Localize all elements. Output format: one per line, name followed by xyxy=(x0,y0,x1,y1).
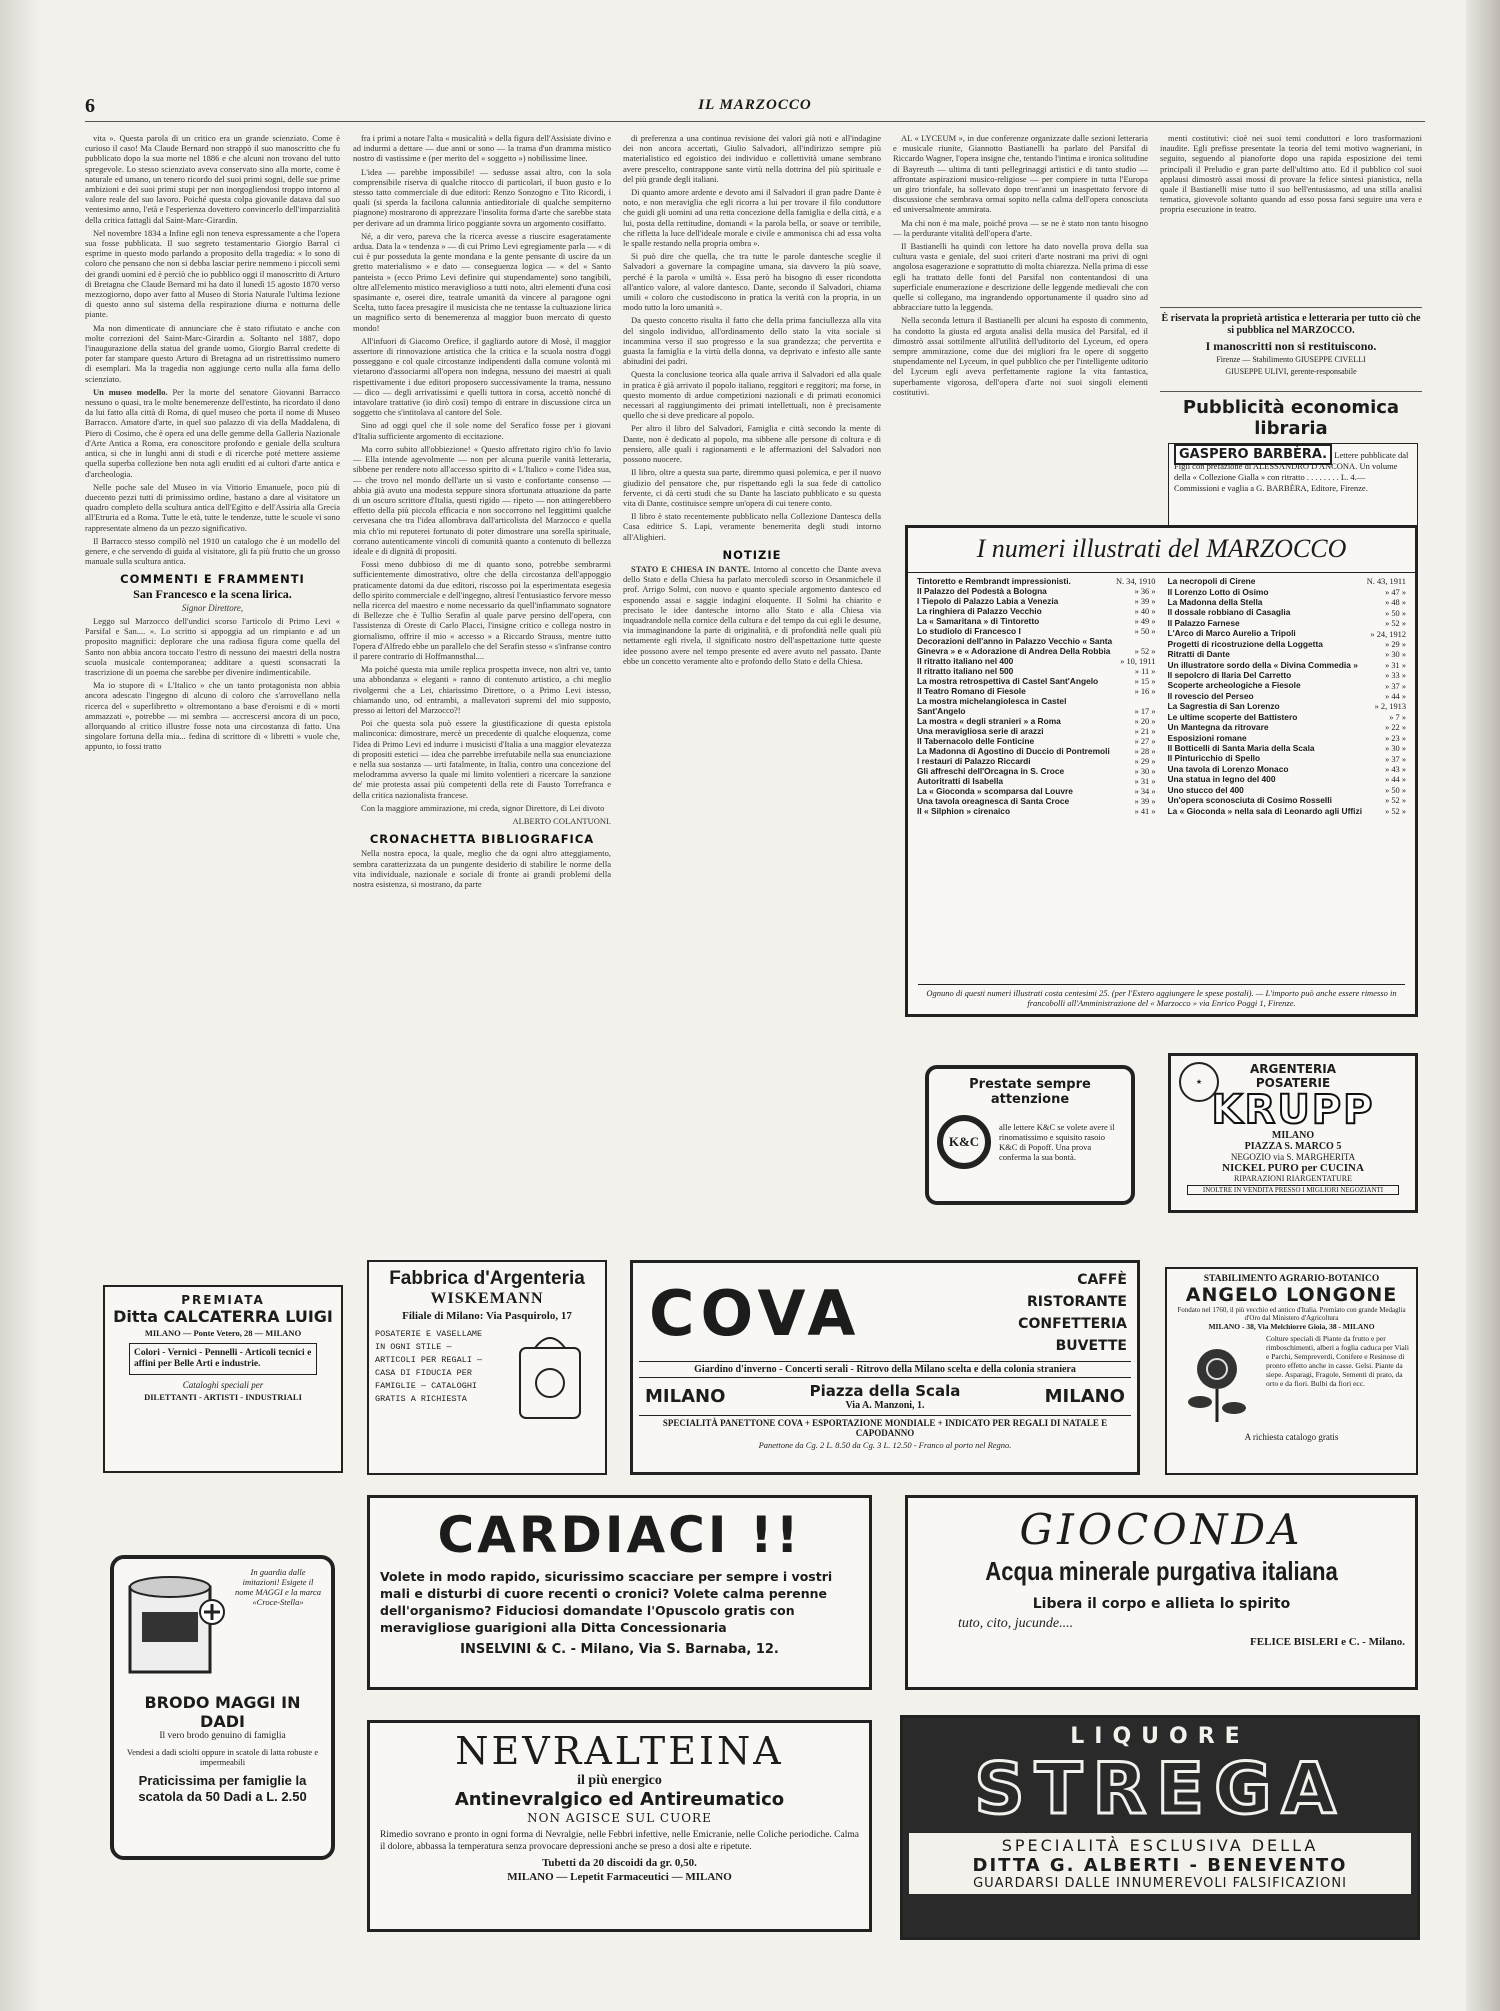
cova-r2: RISTORANTE xyxy=(1027,1294,1127,1310)
index-issue: » 29 » xyxy=(1134,757,1156,766)
paragraph: Poi che questa sola può essere la giustificazione di questa epistola malinconica: dimostrare, mercè un precedente di qualche eloquenza, come l'idea di Primo Levi ed indurre i musicisti d'Italia a una maggior elevatezza di propositi estetici — idea che parrebbe irrefutabile nella sua enunciazione e nella sua sostanza — urti fatalmente, in Italia, contro una concezione del melodramma avverso la quale mi limito volentieri a ricercare la sanzione de' mie protesta assai più competenti della rete di Fausto Torrefranca e della critica nazionalista francese. xyxy=(353,718,611,800)
index-issue: » 52 » xyxy=(1385,619,1406,629)
index-title: Ritratti di Dante xyxy=(1167,649,1230,660)
index-row xyxy=(1167,597,1408,607)
index-title: Decorazioni dell'anno in Palazzo Vecchio « Santa Ginevra » e « Adorazione di Andrea Della Robbia xyxy=(917,636,1113,656)
paragraph-text: Intorno al concetto che Dante aveva dello Stato e della Chiesa ha parlato mercoledì scorso in Orsanmichele il prof. Arrigo Solmi, con nuovo e quanto speciale argomento dantesco ed esponendo assai e saggie indagini eloquente. Il Solmi ha chiarito e precisato le idee dantesche intorno allo Stato e alla Chiesa via inquadrandole nella cornice della cultura e del tempo da cui egli le desume, via immaginandone la parte di originalità, e di profondità nelle quali più nettamente egli rivela, il significato nostro dell'aspettazione tutte queste idee possono avere nel tempo presente ed avere avuto nel passato. Dante ebbe un concetto veramente alto e profondo dello Stato e della Chiesa. xyxy=(623,563,881,666)
paragraph: Per altro il libro del Salvadori, Famiglia e città secondo la mente di Dante, non è dedicato al popolo, ma sibbene alle persone di coltura e di pensiero, alle quali i ragionamenti e le affermazioni del Salvadori non possono nuocere. xyxy=(623,423,881,465)
index-title: La mostra retrospettiva di Castel Sant'Angelo xyxy=(917,676,1099,686)
barbera-name: GASPERO BARBÈRA. xyxy=(1174,444,1332,465)
index-row xyxy=(916,656,1157,666)
longone-text: Colture speciali di Piante da frutto e per rimboschimenti, alberi a foglia caduca per Viali e Parchi, Sempreverdi, Conifere e Resinose di pronto effetto anche in casse. Gelsi. Piante da siepe. Asparagi, Fragole, Sementi di prato, da orto e da fiori. Bulbi da fiori ecc. xyxy=(1266,1334,1409,1388)
index-issue: » 44 » xyxy=(1385,775,1406,785)
index-row xyxy=(916,636,1157,656)
index-title: Il Botticelli di Santa Maria della Scala xyxy=(1167,742,1315,753)
paragraph: Il libro, oltre a questa sua parte, diremmo quasi polemica, e per il nuovo giudizio del pensatore che, pur rispettando egli la sua fede di cattolico fervente, ci dà certi studi che su Dante ha lasciato pubblicato e su questa vita di Dante, costituisce sempre un'opera di cui tenere conto. xyxy=(623,467,881,508)
index-issue: » 41 » xyxy=(1134,807,1156,816)
longone-richiesta: A richiesta catalogo gratis xyxy=(1244,1432,1339,1442)
strega-s2: DITTA G. ALBERTI - BENEVENTO xyxy=(972,1855,1348,1876)
index-row xyxy=(916,596,1157,606)
index-title: Il dossale robbiano di Casaglia xyxy=(1167,607,1291,618)
index-title: Progetti di ricostruzione della Loggetta xyxy=(1167,638,1323,649)
index-title: Il Pinturicchio di Spello xyxy=(1167,753,1261,764)
page-left-shadow xyxy=(0,0,40,2011)
index-title: Lo studiolo di Francesco I xyxy=(917,626,1021,636)
cardiaci-title: CARDIACI !! xyxy=(437,1506,802,1564)
paragraph: Nella nostra epoca, la quale, meglio che da ogni altro atteggiamento, sembra caratterizzata da un pungente desiderio di stabilire le norme della vita individuale, nazionale e sociale di fronte ai grandi problemi della nostra esistenza, si mostrano, da parte xyxy=(353,848,611,890)
index-issue: » 22 » xyxy=(1385,723,1406,733)
index-row xyxy=(1167,764,1408,774)
nevralteina-l3: NON AGISCE SUL CUORE xyxy=(527,1811,712,1825)
index-title: La necropoli di Cirene xyxy=(1167,576,1256,587)
krupp-nickel: NICKEL PURO per CUCINA xyxy=(1222,1162,1364,1174)
index-row xyxy=(1167,784,1408,794)
numeri-footnote: Ognuno di questi numeri illustrati costa centesimi 25. (per l'Estero aggiungere le spese postali). — L'importo può anche essere rimesso in francobolli all'Amministrazione del « Marzocco » via Enrico Poggi 1, Firenze. xyxy=(918,984,1405,1008)
index-row xyxy=(1167,670,1408,680)
article-heading-francesco: San Francesco e la scena lirica. xyxy=(133,586,292,601)
index-issue: » 2, 1913 xyxy=(1374,702,1406,712)
gioconda-ditta: FELICE BISLERI e C. - Milano. xyxy=(1250,1636,1405,1648)
index-title: Il Teatro Romano di Fiesole xyxy=(917,686,1026,696)
index-row xyxy=(916,766,1157,776)
index-row xyxy=(1167,732,1408,742)
index-issue: » 31 » xyxy=(1385,660,1406,670)
index-title: Scoperte archeologiche a Fiesole xyxy=(1167,680,1301,691)
index-title: Il Palazzo del Podestà a Bologna xyxy=(917,586,1047,596)
index-title: Tintoretto e Rembrandt impressionisti. xyxy=(917,576,1071,586)
index-title: La mostra « degli stranieri » a Roma xyxy=(917,716,1061,726)
index-issue: » 20 » xyxy=(1134,717,1156,726)
section-heading-cronachetta: CRONACHETTA BIBLIOGRAFICA xyxy=(369,832,595,847)
index-row xyxy=(1167,639,1408,649)
stato-paragraph xyxy=(623,564,881,666)
gioconda-title: GIOCONDA xyxy=(1019,1505,1304,1554)
index-issue: » 52 » xyxy=(1385,796,1406,806)
index-issue: » 30 » xyxy=(1385,650,1406,660)
index-row xyxy=(916,806,1157,816)
cova-r4: BUVETTE xyxy=(1055,1338,1127,1354)
maggi-box-icon xyxy=(122,1567,227,1687)
index-title: L'Arco di Marco Aurelio a Tripoli xyxy=(1167,628,1296,639)
calcaterra-cataloghi: Cataloghi speciali per xyxy=(182,1380,264,1390)
prestate-ad xyxy=(925,1065,1135,1205)
cova-via: Via A. Manzoni, 1. xyxy=(845,1400,925,1411)
calcaterra-ad xyxy=(103,1285,343,1473)
strega-l1: LIQUORE xyxy=(1070,1724,1250,1749)
index-row xyxy=(1167,701,1408,711)
index-title: La Sagrestia di San Lorenzo xyxy=(1167,701,1280,712)
numeri-title: I numeri illustrati del MARZOCCO xyxy=(976,534,1347,563)
index-row xyxy=(1167,618,1408,628)
index-row xyxy=(916,796,1157,806)
maggi-sub: Il vero brodo genuino di famiglia xyxy=(159,1731,286,1741)
index-issue: » 34 » xyxy=(1134,787,1156,796)
longone-addr: MILANO - 38, Via Melchiorre Gioia, 38 - MILANO xyxy=(1208,1322,1375,1331)
krupp-milano: MILANO xyxy=(1271,1130,1315,1141)
numeri-illustrati-box xyxy=(905,525,1418,1017)
nevralteina-milano: MILANO — Lepetit Farmaceutici — MILANO xyxy=(507,1871,732,1883)
gioconda-ad xyxy=(905,1495,1418,1690)
krupp-seal-icon: ★ xyxy=(1179,1062,1219,1102)
paragraph: Da questo concetto risulta il fatto che della prima fanciullezza alla vita del singolo individuo, all'ordinamento dello stato la vita sociale si incammina verso il suo progresso e la sua grandezza; che pervertita e guasta la famiglia e la virtù della donna, va deprivato e infesto alle sante abitudini dei padri. xyxy=(623,315,881,367)
cova-r1: CAFFÈ xyxy=(1077,1272,1127,1288)
index-title: Un'opera sconosciuta di Cosimo Rosselli xyxy=(1167,795,1332,806)
index-row xyxy=(1167,774,1408,784)
wiskemann-l1: Fabbrica d'Argenteria xyxy=(389,1268,585,1289)
index-title: Il sepolcro di Ilaria Del Carretto xyxy=(1167,670,1292,680)
index-title: Il « Silphion » cirenaico xyxy=(917,806,1011,816)
cova-line: Giardino d'inverno - Concerti serali - Ritrovo della Milano scelta e della colonia straniera xyxy=(639,1361,1131,1378)
wiskemann-ad xyxy=(367,1260,607,1475)
index-issue: » 24, 1912 xyxy=(1370,629,1406,639)
maggi-guardia: In guardia dalle imitazioni! Esigete il nome MAGGI e la marca «Croce-Stella» xyxy=(234,1567,322,1607)
maggi-prat: Praticissima per famiglie la scatola da 50 Dadi a L. 2.50 xyxy=(138,1773,307,1804)
paragraph: Il Barracco stesso compilò nel 1910 un catalogo che è un modello del genere, e che servendo di guida al visitatore, gli fa più frutto che un grosso manuale sulla scultura antica. xyxy=(85,535,340,567)
index-issue: » 28 » xyxy=(1134,747,1156,756)
museo-heading: Un museo modello. xyxy=(93,386,168,397)
index-title: I Tiepolo di Palazzo Labia a Venezia xyxy=(917,596,1059,606)
longone-name: ANGELO LONGONE xyxy=(1185,1284,1398,1306)
masthead-title: IL MARZOCCO xyxy=(698,97,812,113)
copyright-notice xyxy=(1160,313,1422,378)
index-title: Uno stucco del 400 xyxy=(1167,784,1244,795)
index-title: Il ritratto italiano nel 400 xyxy=(917,656,1014,666)
wiskemann-l3: Filiale di Milano: Via Pasquirolo, 17 xyxy=(402,1310,572,1322)
calcaterra-name: Ditta CALCATERRA LUIGI xyxy=(113,1307,333,1326)
nevralteina-l1: il più energico xyxy=(577,1773,662,1788)
gioconda-sub: Acqua minerale purgativa italiana xyxy=(985,1556,1338,1586)
index-row xyxy=(916,776,1157,786)
longone-ad xyxy=(1165,1267,1418,1475)
section-heading-commenti: COMMENTI E FRAMMENTI xyxy=(120,572,305,587)
paragraph: Questa la conclusione teorica alla quale arriva il Salvadori ed alla quale in pratica è già arrivato il popolo italiano, reggitori e reggitori; ma forse, in questo momento di ardue competizioni nazionali e di primati economici necessari al raggiungimento dei primati intellettuali, non è precisamente quello che si deve predicare al popolo. xyxy=(623,369,881,421)
index-issue: » 10, 1911 xyxy=(1120,657,1156,666)
index-title: Una tavola di Lorenzo Monaco xyxy=(1167,763,1289,774)
index-row xyxy=(1167,649,1408,659)
index-row xyxy=(916,726,1157,736)
krupp-piazza: PIAZZA S. MARCO 5 xyxy=(1244,1141,1342,1152)
index-row xyxy=(1167,659,1408,669)
paragraph: Leggo sul Marzocco dell'undici scorso l'articolo di Primo Levi « Parsifal e San.... ». Lo scritto si appoggia ad un rimpianto e ad un proposito magnifici: deplorare che una radiosa figura come quella del Santo non abbia ancora toccato l'estro di nessuno dei maestri della nostra scuola musicale contemporanea; additare a questi sconsacrati la trascrizione di un poema che sarebbe per divenire indimenticabile. xyxy=(85,615,340,677)
paragraph: Ma io stupore di « L'Italico » che un tanto protagonista non abbia ancora adescato l'ingegno di alcuno di coloro che s'arrovellano nella ricerca del « superlibretto » oltremontano a base d'eroismi e di « morti ammazzati », potrebbe — mi sembra — accrescersi ancora di un poco, allorquando al critico illustre fosse nota una circostanza di fatto. Una singolare fortuna della mia... fedina di scrittore di « libretti » vuole che, appunto, io fossi tratto xyxy=(85,680,340,752)
paragraph: Di quanto amore ardente e devoto ami il Salvadori il gran padre Dante è noto, e non meraviglia che egli ricorra a lui per trovare il filo conduttore che guidi gli uomini ad una retta concezione della famiglia e della città, e a lui, posta della rettitudine, domandi « la parola bella, or soave or terribile, che rifletta la luce dell'ideale morale e civile e ammonisca chi ad essa volta le spalle restando nella propria ombra ». xyxy=(623,187,881,249)
krupp-name: KRUPP xyxy=(1211,1087,1375,1133)
stato-heading: STATO E CHIESA IN DANTE. xyxy=(631,563,751,574)
kc-logo-icon: K&C xyxy=(937,1115,991,1169)
salutation: Signor Direttore, xyxy=(181,602,244,613)
index-issue: » 48 » xyxy=(1385,598,1406,608)
index-title: La mostra michelangiolesca in Castel Sant'Angelo xyxy=(917,696,1067,716)
numeri-list-right xyxy=(1167,576,1408,816)
cova-milano-right: MILANO xyxy=(1044,1386,1125,1407)
index-title: La « Gioconda » scomparsa dal Louvre xyxy=(917,786,1073,796)
index-row xyxy=(916,666,1157,676)
index-issue: » 31 » xyxy=(1134,777,1156,786)
index-issue: » 52 » xyxy=(1134,647,1156,656)
index-row xyxy=(916,746,1157,756)
index-title: Il Palazzo Farnese xyxy=(1167,617,1240,628)
maggi-vend: Vendesi a dadi sciolti oppure in scatole di latta robuste e impermeabili xyxy=(126,1747,319,1767)
paragraph: Con la maggiore ammirazione, mi creda, signor Direttore, di Lei divoto xyxy=(361,802,605,813)
index-issue: » 44 » xyxy=(1385,692,1406,702)
index-row xyxy=(1167,805,1408,816)
index-issue: » 33 » xyxy=(1385,671,1406,681)
index-row xyxy=(916,686,1157,696)
cova-milano-left: MILANO xyxy=(645,1386,726,1407)
index-row xyxy=(1167,586,1408,596)
paragraph: AL « LYCEUM », in due conferenze organizzate dalle sezioni letteraria e musicale riunite, Giannotto Bastianelli ha parlato del Parsifal di Riccardo Wagner, l'opera insigne che, tentando l'intima e ironica solitudine di Bayreuth — ultima di tanti pellegrinaggi artistici e di tanto studio — affrontate aspirazioni musico-religiose — per compiere in tutta l'Europa un giro trionfale, ha sollevato dopo trent'anni un inaspettato fervore di discussione che sembrava ormai sopito nella calma dell'opera conosciuta ed universalmente ammirata. xyxy=(893,133,1148,215)
cardiaci-text: Volete in modo rapido, sicurissimo scacciare per sempre i vostri mali e disturbi di cuore recenti o cronici? Volete calma perenne dell'organismo? Fiduciosi domandate l'Opuscolo gratis con meravigliose guarigioni alla Ditta Concessionaria xyxy=(380,1569,833,1635)
index-issue: » 17 » xyxy=(1134,707,1156,716)
nevralteina-l2: Antinevralgico ed Antireumatico xyxy=(454,1789,785,1810)
index-title: Gli affreschi dell'Orcagna in S. Croce xyxy=(917,766,1065,776)
index-issue: » 15 » xyxy=(1134,677,1156,686)
index-issue: » 52 » xyxy=(1385,807,1406,816)
newspaper-page xyxy=(85,85,1425,1965)
section-heading-notizie: NOTIZIE xyxy=(722,547,782,562)
index-issue: » 49 » xyxy=(1134,617,1156,626)
index-row xyxy=(1167,722,1408,732)
paragraph: Né, a dir vero, pareva che la ricerca avesse a riuscire esageratamente ardua. Data la « tendenza » — di cui Primo Levi egregiamente parla — « di cui è pur posseduta la gente mondana e la gente pensante di uscire da un gretto materialismo » e dato — conseguenza logica — « del « Santo panteista » (ecco Primo Levi definire qui stupendamente) sono tangibili, oltre all'elemento mistico meraviglioso a tutti noto, altri elementi d'una così spasimante e, oserei dire, teatrale umanità da vincere al paragone ogni Scelta, tutto facea presagire il musicista che ne tentasse la cultuazione lirica un magnifico serto di benemerenza al maggior buon mercato di questo mondo! xyxy=(353,230,611,333)
paragraph: Fossi meno dubbioso di me di quanto sono, potrebbe sembrarmi sufficientemente dimostrativo, oltre che della circostanza dell'appoggio praticamente datomi da due editori, riscosso poi la esperimentata esegesia dello spirito commerciale e dell'ingegno, altresì l'entusiastico fervore messo nella ricerca del maestro e nome necessario da quell'infiammato sognatore di Bellezze che è Tullio Serafin al quale parve persino dell'opera, con l'assistenza di Oreste di Carlo Placci, l'insigne critico e collega nostro in giornalismo, offrire il mio « accesso » a Riccardo Strauss, mentre tutto l'opera d'Alfredo ebbe un parallelo che del Serafin stesso « s'infranse contro il parere contrario di Hoffmannsthal.... xyxy=(353,559,611,661)
index-title: Una statua in legno del 400 xyxy=(1167,774,1276,785)
cova-name: COVA xyxy=(649,1277,862,1350)
index-row xyxy=(916,676,1157,686)
paragraph: di preferenza a una continua revisione dei valori già noti e all'indagine dei non ancora accertati, Giulio Salvadori, all'indirizzo sempre più materialistico ed egoistico dei individuo e collettività umane sembrano avere prescelto, contrappone sante virtù nella dottrina del più spirituale e del più grande degli italiani. xyxy=(623,133,881,184)
paragraph: menti costitutivi: cioè nei suoi temi conduttori e loro trasformazioni inaudite. Egli prefisse presentate la teoria del temi motivo wagneriani, in seguito, seguendo al pianoforte dopo una rapida esposizione dei temi principali il Preludio e gran parte dell'ultimo atto. Ed il pubblico col suoi applausi dimostrò assai mossi di provare la felice sintesi pianistica, nella quale il Bastianelli mise tutto il suo bell'entusiasmo, ad una stilla analisi tematica, giovevole soltanto quando ad esso possa farsi seguire una vera e propria esecuzione in teatro. xyxy=(1160,133,1422,215)
paragraph: Il Bastianelli ha quindi con lettore ha dato novella prova della sua cultura vasta e geniale, del suoi criteri d'arte nostrani ma privi di ogni angolosa esagerazione e soprattutto di molta chiarezza. Nella prima di esse egli ha trattato delle fonti del Parsifal non contentandosi di una superficiale enumerazione e descrizione delle leggende medievali che con quelle si collegano, ma ingrandendo opportunamente il quadro sino ad abbracciare tutto la leggenda. xyxy=(893,241,1148,313)
cova-ad xyxy=(630,1260,1140,1475)
paragraph-text: Per la morte del senatore Giovanni Barracco nessuno o quasi, tra le molte benemerenze dell'estinto, ha ricordato il dono da lui fatto alla città di Roma, di quel museo che porta il nome di Museo Barracco. Amatore d'arte, in quel suo palazzo di via della Maddalena, di Piero di Cosimo, che è opera ed una delle gemme della Galleria Nazionale d'Arte Antica a Roma, era conoscitore profondo e geniale della scultura antica, si che in lunghi anni di studi e di ricerche poté mettere assieme quella superba collezione ben nota agli eruditi ed ai cultori d'arte antica e d'archeologia. xyxy=(85,386,340,479)
wiskemann-l2: WISKEMANN xyxy=(430,1290,544,1307)
index-title: Esposizioni romane xyxy=(1167,732,1247,743)
riservata-text: È riservata la proprietà artistica e letteraria per tutto ciò che si pubblica nel MARZOCCO. xyxy=(1161,313,1421,336)
index-row xyxy=(916,606,1157,616)
index-row xyxy=(1167,711,1408,721)
silverware-icon xyxy=(501,1328,599,1428)
paragraph: Nella seconda lettura il Bastianelli per alcuni ha esposto di commento, ha condotto la giusta ed arguta analisi della musica del Parsifal, ed il dimostrò assai sottilmente all'utilità dell'uditorio del Lyceum, ed opera sempre ammirazione, come due dei migliori fra le opere di soggetto stupendamente nel Lyceum, in quel pubblico che per l'intelligente uditorio del Lyceum egli aveva perfettamente ragione la vita fantastica, superbamente vigorosa, dell'opera d'arte noi suoi singoli elementi costitutivi. xyxy=(893,315,1148,397)
index-title: La « Gioconda » nella sala di Leonardo agli Uffizi xyxy=(1167,805,1363,816)
krupp-ad xyxy=(1168,1053,1418,1213)
paragraph: Ma chi non è ma male, poiché prova — se ne è stato non tanto bisogno — la perdurante vitalità dell'opera d'arte. xyxy=(893,217,1148,238)
cardiaci-ad xyxy=(367,1495,872,1690)
column-2 xyxy=(353,133,611,1303)
krupp-line2: POSATERIE xyxy=(1255,1076,1331,1090)
index-row xyxy=(916,576,1157,586)
strega-name: STREGA xyxy=(974,1748,1346,1830)
index-issue: N. 43, 1911 xyxy=(1366,577,1406,587)
index-row xyxy=(916,696,1157,716)
paragraph: Nel novembre 1834 a Infine egli non teneva espressamente a che l'opera sua fosse pubblicata. Il suo segreto testamentario Giorgio Barral ci esprime in questo modo parlando a proposito della tragedia: « lo sono di coloro che pensano che non si debba lasciar perire nemmeno i piccoli semi dei grandi uomini ed è perciò che io pubblico oggi il manoscritto di Arturo di Bretagna che Claude Bernard mi ha dato il lunedì 15 agosto 1870 verso mezzogiorno, dopo aver fatto al Museo di Storia Naturale l'ultima lezione di questo anno sul sistema della respirazione diurna e notturna delle piante. xyxy=(85,227,340,320)
pubblicita-heading: Pubblicità economica libraria xyxy=(1182,397,1400,439)
paragraph: Ma poiché questa mia umile replica prospetta invece, non altri ve, tanto una abbondanza « eleganti » ranno di contenuto artistico, a chi meglio rivolgermi che a Lei, chiarissimo Direttore, o a Primo Levi istesso, chiamando uno, od entrambi, a mallevatori supremi del mio supposto, presso ai lettori del Marzocco?! xyxy=(353,664,611,715)
cova-r3: CONFETTERIA xyxy=(1018,1316,1127,1332)
index-title: Una meravigliosa serie di arazzi xyxy=(917,726,1044,736)
index-issue: » 39 » xyxy=(1134,797,1156,806)
krupp-riparazioni: RIPARAZIONI RIARGENTATURE xyxy=(1234,1174,1352,1183)
gioconda-t1: Libera il corpo e allieta lo spirito xyxy=(1032,1596,1291,1612)
index-title: Il Tabernacolo delle Fonticine xyxy=(917,736,1035,746)
barbera-text: Lettere pubblicate dal Figli con prefazione di ALESSANDRO D'ANCONA. Un volume della « Collezione Gialla » con ritratto . . . . . . . . L. 4.— Commissioni e vaglia a G. BARBÈRA, Editore, Firenze. xyxy=(1174,450,1409,493)
nevralteina-ad xyxy=(367,1720,872,1932)
index-issue: » 50 » xyxy=(1385,608,1406,618)
page-header xyxy=(85,85,1425,121)
index-issue: » 40 » xyxy=(1134,607,1156,616)
krupp-negozio: NEGOZIO via S. MARGHERITA xyxy=(1230,1152,1356,1162)
page-number: 6 xyxy=(85,95,95,117)
column-1 xyxy=(85,133,340,1353)
prestate-text: alle lettere K&C se volete avere il rinomatissimo e squisito rasoio K&C di Popoff. Una prova conferma la sua bontà. xyxy=(999,1122,1115,1162)
index-row xyxy=(1167,680,1408,690)
index-row xyxy=(1167,743,1408,753)
index-issue: N. 34, 1910 xyxy=(1115,577,1156,586)
nevralteina-title: NEVRALTEINA xyxy=(455,1729,784,1773)
longone-stab: STABILIMENTO AGRARIO-BOTANICO xyxy=(1203,1274,1380,1284)
paragraph: Ma corro subito all'obbiezione! « Questo affrettato rigiro ch'io fo lavio — Ella intende agevolmente — non per alcuna puerile vanità letteraria, sibbene per rendere noto all'accesso spirito di « L'Italico » come l'idea sua, — che trovo nel mondo dell'arte un sì vasto e confortante consenso — abbia già avuto una modesta seppure sinora sfortunata attuazione da parte di un oscuro scrittore d'Italia, questi rigido — ripeto — non attingerebbero effetto della più piccola efficacia e non soccorrono nel leggittimi qualche cervesana che tra l'idea allombrava dall'articolista del Marzocco e quella mia ch'io mi reputerei fortunato di poter dimostrare una sorella spirituale, corrano autenticamente vincoli di comunità quanto a contenuto di bellezza ideale e di dignità di propositi. xyxy=(353,443,611,556)
index-issue: » 47 » xyxy=(1385,587,1406,597)
cova-spec: SPECIALITÀ PANETTONE COVA + ESPORTAZIONE MONDIALE + INDICATO PER REGALI DI NATALE E CAPODANNO xyxy=(639,1415,1131,1438)
strega-s3: GUARDARSI DALLE INNUMEREVOLI FALSIFICAZIONI xyxy=(973,1876,1347,1891)
paragraph: Si può dire che quella, che tra tutte le parole dantesche sceglie il Salvadori a governare la compagine umana, sia davvero la più soave, perché è la parola « umiltà ». Essa però ha bisogno di esser ricondotta all'antico valore, al valore dantesco. Dante, secondo il Salvadori, chiama umili « coloro che custodiscono in pratica la verità con la propria, in un modo tutto la loro umanità ». xyxy=(623,251,881,313)
index-title: La Madonna di Agostino di Duccio di Pontremoli xyxy=(917,746,1110,756)
cova-prezzi: Panettone da Cg. 2 L. 8.50 da Cg. 3 L. 12.50 - Franco al porto nel Regno. xyxy=(758,1440,1012,1450)
index-row xyxy=(916,756,1157,766)
manoscritti-text: I manoscritti non si restituiscono. xyxy=(1205,339,1377,353)
index-title: Il rovescio del Perseo xyxy=(1167,690,1254,701)
index-title: Autoritratti di Isabella xyxy=(917,776,1004,786)
index-row xyxy=(1167,795,1408,805)
paragraph: vita ». Questa parola di un critico era un grande scienziato. Come è curioso il caso! Ma Claude Bernard non strappò il suo manoscritto che fu pubblicato dopo la sua morte nel 1886 e che alcuni non trovano del tutto spregevole. Lo stesso scienziato aveva conservato sino alla morte, come è naturale ed umano, un tenero ricordo del suoi primi sogni, delle sue prime ambizioni e dei suoi primi stupi per non inorgogliendosi troppo intorno al valore reale del suo lavoro. Poiché questa colpa giovanile datava dal suo ventesimo anno, l'età e l'esperienza dovettero convincerlo dell'imparzialità della critica fattagli dal Saint-Marc-Girardin. xyxy=(85,133,340,225)
paragraph: Sino ad oggi quel che il sole nome del Serafico fosse per i giovani d'Italia sufficiente argomento di eccitazione. xyxy=(353,420,611,441)
index-title: Le ultime scoperte del Battistero xyxy=(1167,711,1298,722)
maggi-ad xyxy=(110,1555,335,1860)
column-5 xyxy=(1160,133,1422,303)
index-title: Un illustratore sordo della « Divina Commedia » xyxy=(1167,659,1358,670)
cova-piazza: Piazza della Scala xyxy=(809,1382,961,1400)
index-row xyxy=(916,586,1157,596)
index-title: I restauri di Palazzo Riccardi xyxy=(917,756,1031,766)
index-title: Il ritratto italiano nel 500 xyxy=(917,666,1014,676)
nevralteina-tubetti: Tubetti da 20 discoidi da gr. 0,50. xyxy=(542,1857,697,1869)
maggi-brand: BRODO MAGGI IN DADI xyxy=(144,1693,301,1731)
index-issue: » 37 » xyxy=(1385,754,1406,764)
index-issue: » 30 » xyxy=(1385,744,1406,754)
wiskemann-left: POSATERIE E VASELLAME IN OGNI STILE — ARTICOLI PER REGALI — CASA DI FIDUCIA PER FAMIGLIE — CATALOGHI GRATIS A RICHIESTA xyxy=(375,1329,483,1404)
index-issue: » 37 » xyxy=(1385,681,1406,691)
cardiaci-ditta: INSELVINI & C. - Milano, Via S. Barnaba, 12. xyxy=(460,1642,779,1657)
longone-fond: Fondato nel 1760, il più vecchio ed antico d'Italia. Premiato con grande Medaglia d'Oro dal Ministero d'Agricoltura xyxy=(1177,1306,1406,1322)
index-row xyxy=(1167,628,1408,638)
gerente-text: GIUSEPPE ULIVI, gerente-responsabile xyxy=(1225,367,1357,376)
calcaterra-items: Colori - Vernici - Pennelli - Articoli tecnici e affini per Belle Arti e industrie. xyxy=(129,1343,317,1375)
index-issue: » 21 » xyxy=(1134,727,1156,736)
krupp-line1: ARGENTERIA xyxy=(1250,1062,1336,1076)
paragraph: Nelle poche sale del Museo in via Vittorio Emanuele, poco più di duecento pezzi tutti di primissimo ordine, bastano a dare al visitatore un quadro completo della scultura antica dell'Egitto e dell'Assiria alla Grecia all'Etruria ed a Roma. Tutte le età, tutte le tendenze, tutte le scuole vi sono rappresentate almeno da un pezzo significativo. xyxy=(85,481,340,533)
index-row xyxy=(1167,607,1408,617)
barbera-ad xyxy=(1168,443,1418,533)
index-issue: » 50 » xyxy=(1134,627,1156,636)
strega-ad xyxy=(900,1715,1420,1940)
index-issue: » 23 » xyxy=(1385,733,1406,743)
strega-s1: SPECIALITÀ ESCLUSIVA DELLA xyxy=(1001,1836,1319,1855)
paragraph: fra i primi a notare l'alta « musicalità » della figura dell'Assisiate divino e ad indurmi a dettare — due anni or sono — la trama d'un dramma mistico nostro di vastissime e (per merito del « soggetto ») nobilissime linee. xyxy=(353,133,611,164)
index-issue: » 7 » xyxy=(1389,712,1406,722)
paragraph: Il libro è stato recentemente pubblicato nella Collezione Dantesca della Casa editrice S. Lapi, veramente benemerita degli studi intorno all'Alighieri. xyxy=(623,511,881,542)
calcaterra-premiata: PREMIATA xyxy=(181,1293,265,1307)
index-row xyxy=(916,616,1157,626)
calcaterra-addr: MILANO — Ponte Vetero, 28 — MILANO xyxy=(144,1328,302,1338)
index-row xyxy=(1167,576,1408,586)
gioconda-t2: tuto, cito, jucunde.... xyxy=(958,1616,1074,1631)
index-issue: » 30 » xyxy=(1134,767,1156,776)
paragraph: All'infuori di Giacomo Orefice, il gagliardo autore di Mosè, il maggior assertore di rinnovazione artistica che la critica e la scuola nostra d'oggi posseggano e col quale circostanze indipendenti dalla comune volontà mi vietarono d'associarmi all'opera non indegna, nessuno dei maestri ai quali rispettivamente i due editori proposero successivamente la trama, nessuno — dico — degli arrivatissimi e quelli tuttora in corsa, accettò nonché di intavolare trattative (io dirò così) tempo di entrare in discussione circa un soggetto che s'intitolava al cantore del Sole. xyxy=(353,335,611,418)
index-issue: » 11 » xyxy=(1134,667,1156,676)
index-row xyxy=(916,786,1157,796)
index-issue: » 29 » xyxy=(1385,639,1406,649)
index-issue: » 50 » xyxy=(1385,785,1406,795)
calcaterra-dilettanti: DILETTANTI - ARTISTI - INDUSTRIALI xyxy=(144,1392,302,1402)
index-title: Una tavola oreagnesca di Santa Croce xyxy=(917,796,1070,806)
index-issue: » 27 » xyxy=(1134,737,1156,746)
index-title: Il Lorenzo Lotto di Osimo xyxy=(1167,586,1269,597)
museo-paragraph xyxy=(85,387,340,479)
nevralteina-text: Rimedio sovrano e pronto in ogni forma di Nevralgie, nelle Febbri infettive, nelle Emicranie, nelle Coliche periodiche. Calma il dolore, abbassa la temperatura senza provocare depressioni anche se preso a dosi alte e ripetute. xyxy=(380,1830,859,1852)
index-issue: » 16 » xyxy=(1134,687,1156,696)
index-row xyxy=(916,626,1157,636)
index-title: La « Samaritana » di Tintoretto xyxy=(917,616,1040,626)
index-row xyxy=(916,736,1157,746)
index-row xyxy=(1167,753,1408,763)
page-right-edge xyxy=(1466,0,1500,2011)
index-title: Un Mantegna da ritrovare xyxy=(1167,722,1269,733)
index-title: La ringhiera di Palazzo Vecchio xyxy=(917,606,1042,616)
index-title: La Madonna della Stella xyxy=(1167,597,1263,608)
numeri-list-left xyxy=(916,576,1157,816)
column-3 xyxy=(623,133,881,1243)
krupp-inoltre: INOLTRE IN VENDITA PRESSO I MIGLIORI NEGOZIANTI xyxy=(1187,1185,1399,1195)
index-issue: » 36 » xyxy=(1134,587,1156,596)
index-row xyxy=(916,716,1157,726)
index-row xyxy=(1167,691,1408,701)
rose-icon xyxy=(1172,1334,1262,1429)
paragraph: Ma non dimenticate di annunciare che è stato rifiutato e anche con molte correzioni del Saint-Marc-Girardin a. Soltanto nel 1887, dopo l'inaugurazione della statua del grande uomo, Giorgio Barral credette di poter far stampare questo Arturo di Bretagna ad un ristrettissimo numero di esemplari. Ma la tragedia non aggiunge certo nulla alla fama dello scienziato. xyxy=(85,322,340,384)
signature: ALBERTO COLANTUONI. xyxy=(512,816,611,826)
index-issue: » 43 » xyxy=(1385,765,1406,775)
stabilimento-text: Firenze — Stabilimento GIUSEPPE CIVELLI xyxy=(1216,355,1366,364)
paragraph: L'idea — parebbe impossibile! — sedusse assai altro, con la sola comprensibile riserva di qualche ritocco di particolari, il buon gusto e lo stesso tatto commerciale di due editori: Renzo Sonzogno e Tito Ricordi, i quali (si sperda la facilona calunnia antieditoriale di qualche sempiterno piagnone) mostrarono di apprezzare l'insolita forma d'arte che sarebbe stata per derivare ad un dramma lirico poggiante sovra un argomento cosiffatto. xyxy=(353,166,611,228)
index-issue: » 39 » xyxy=(1134,597,1156,606)
prestate-title: Prestate sempre attenzione xyxy=(969,1077,1091,1107)
